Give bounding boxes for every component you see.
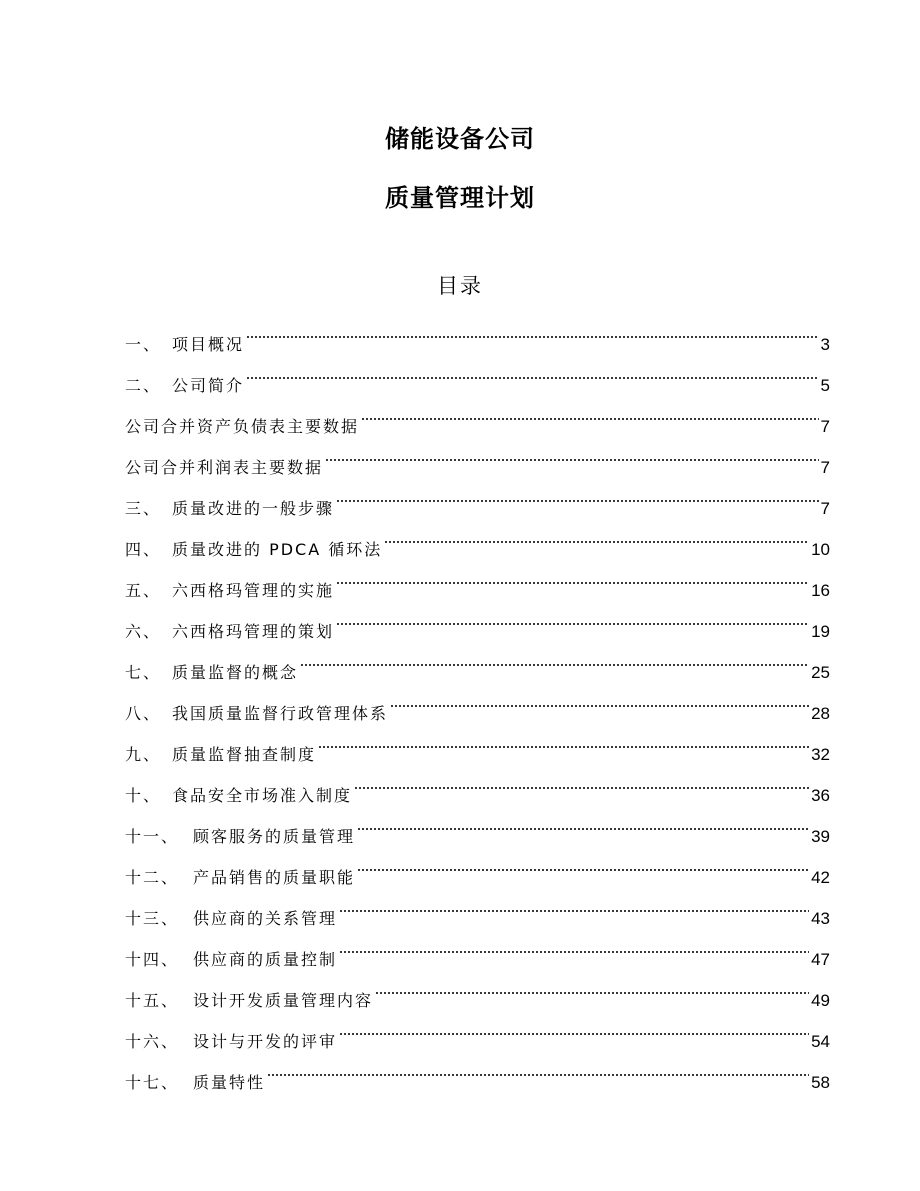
toc-entry-label: [125, 824, 355, 850]
toc-page-number: 5: [820, 376, 830, 395]
toc-entry-label: [125, 455, 323, 481]
toc-entry-text: 公司简介: [172, 376, 245, 395]
toc-entry-label: [125, 906, 337, 932]
toc-page-number: 58: [811, 1073, 830, 1092]
toc-entry-number: 十三、: [125, 909, 180, 928]
toc-entry-number: 十二、: [125, 868, 180, 887]
toc-page-number: 36: [811, 786, 830, 805]
toc-entry-number: 八、: [125, 704, 162, 723]
toc-entry-text: 六西格玛管理的策划: [172, 622, 335, 641]
toc-entry-label: [125, 660, 298, 686]
toc-entry-number: 十、: [125, 786, 162, 805]
toc-dot-leader: [339, 891, 809, 917]
toc-dot-leader: [300, 645, 809, 671]
toc-dot-leader: [357, 809, 809, 835]
toc-entry-text: 质量监督的概念: [172, 663, 299, 682]
toc-dot-leader: [325, 440, 819, 466]
toc-dot-leader: [384, 522, 809, 548]
toc-dot-leader: [375, 973, 809, 999]
toc-entry-text: 供应商的质量控制: [193, 950, 338, 969]
toc-dot-leader: [354, 768, 809, 794]
toc-entry-number: 十四、: [125, 950, 180, 969]
document-title: 质量管理计划: [385, 184, 535, 212]
toc-entry-label: [125, 373, 244, 399]
toc-entry-number: 七、: [125, 663, 162, 682]
toc-page-number: 7: [820, 499, 830, 518]
toc-entry-label: [125, 578, 334, 604]
toc-entry-number: 十一、: [125, 827, 180, 846]
toc-page-number: 19: [811, 622, 830, 641]
toc-dot-leader: [267, 1055, 809, 1081]
toc-entry-number: 四、: [125, 540, 162, 559]
toc-entry-text: 我国质量监督行政管理体系: [172, 704, 389, 723]
toc-entry-label: [125, 1029, 337, 1055]
toc-page-number: 10: [811, 540, 830, 559]
toc-entry-text: 项目概况: [172, 335, 245, 354]
toc-entry-label: [125, 496, 334, 522]
toc-dot-leader: [246, 317, 819, 343]
toc-entry-label: [125, 701, 388, 727]
toc-entry-text: 食品安全市场准入制度: [172, 786, 353, 805]
toc-entry-text: 公司合并利润表主要数据: [125, 458, 324, 477]
toc-entry-number: 三、: [125, 499, 162, 518]
toc-dot-leader: [357, 850, 809, 876]
toc-page-number: 25: [811, 663, 830, 682]
toc-entry-label: [125, 742, 316, 768]
toc-heading: 目录: [437, 274, 483, 298]
toc-entry[interactable]: [125, 1062, 830, 1103]
toc-page-number: 49: [811, 991, 830, 1010]
toc-page-number: 42: [811, 868, 830, 887]
toc-page-number: 32: [811, 745, 830, 764]
toc-entry-label: [125, 537, 382, 563]
toc-dot-leader: [318, 727, 809, 753]
toc-entry-label: [125, 947, 337, 973]
toc-entry-text: 供应商的关系管理: [193, 909, 338, 928]
toc-entry-text: 质量改进的一般步骤: [172, 499, 335, 518]
toc-entry-text: 设计开发质量管理内容: [193, 991, 374, 1010]
toc-entry-text: 产品销售的质量职能: [193, 868, 356, 887]
toc-entry-text: 质量特性: [193, 1073, 266, 1092]
toc-entry-text: 质量改进的 PDCA 循环法: [172, 540, 383, 559]
toc-page-number: 47: [811, 950, 830, 969]
toc-entry-number: 二、: [125, 376, 162, 395]
toc-entry-number: 五、: [125, 581, 162, 600]
toc-dot-leader: [336, 481, 819, 507]
toc-page-number: 16: [811, 581, 830, 600]
toc-page-number: 43: [811, 909, 830, 928]
toc-entry-label: [125, 988, 373, 1014]
toc-entry-label: [125, 865, 355, 891]
toc-entry-number: 一、: [125, 335, 162, 354]
toc-dot-leader: [339, 932, 809, 958]
toc-entry-text: 设计与开发的评审: [193, 1032, 338, 1051]
toc-entry-label: [125, 619, 334, 645]
toc-dot-leader: [339, 1014, 809, 1040]
toc-entry-text: 公司合并资产负债表主要数据: [125, 417, 360, 436]
toc-dot-leader: [246, 358, 819, 384]
table-of-contents: [125, 324, 830, 1103]
toc-dot-leader: [336, 563, 809, 589]
toc-entry-text: 质量监督抽查制度: [172, 745, 317, 764]
toc-page-number: 39: [811, 827, 830, 846]
toc-page-number: 28: [811, 704, 830, 723]
toc-page-number: 7: [820, 417, 830, 436]
toc-entry-label: [125, 783, 352, 809]
toc-entry-label: [125, 1070, 265, 1096]
toc-entry-number: 六、: [125, 622, 162, 641]
toc-entry-text: 顾客服务的质量管理: [193, 827, 356, 846]
toc-entry-number: 十五、: [125, 991, 180, 1010]
toc-entry-number: 十六、: [125, 1032, 180, 1051]
toc-entry-label: [125, 332, 244, 358]
toc-dot-leader: [390, 686, 809, 712]
toc-page-number: 3: [820, 335, 830, 354]
toc-entry-number: 十七、: [125, 1073, 180, 1092]
company-title: 储能设备公司: [385, 125, 535, 153]
toc-page-number: 7: [820, 458, 830, 477]
toc-dot-leader: [361, 399, 819, 425]
toc-dot-leader: [336, 604, 809, 630]
toc-entry-number: 九、: [125, 745, 162, 764]
toc-page-number: 54: [811, 1032, 830, 1051]
toc-entry-text: 六西格玛管理的实施: [172, 581, 335, 600]
toc-entry-label: [125, 414, 359, 440]
